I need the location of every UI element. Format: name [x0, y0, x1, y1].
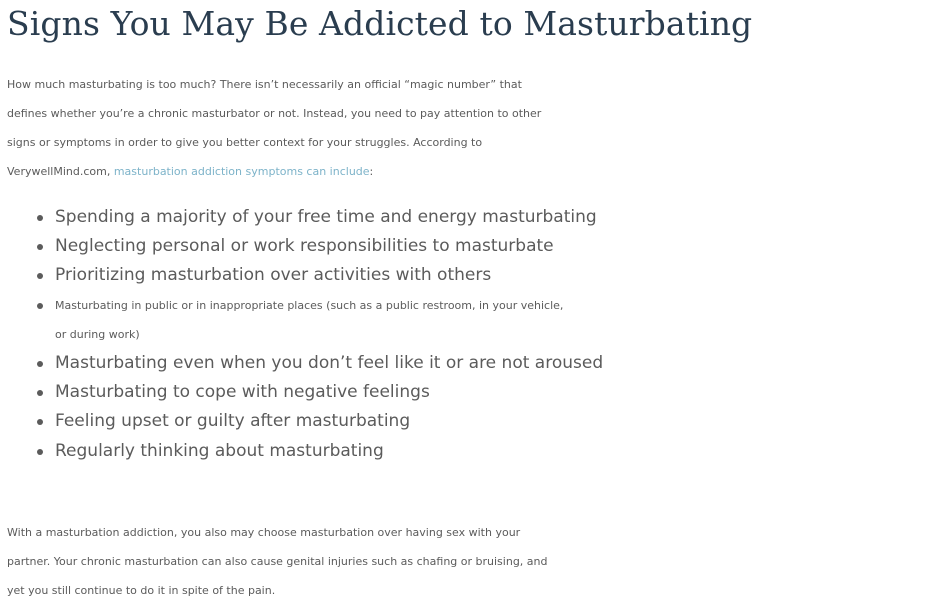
- list-item-text: Masturbating in public or in inappropriate places (such as a public restroom, in your vehicle,: [55, 298, 564, 312]
- bullet-icon: [37, 390, 43, 396]
- list-item: [7, 349, 949, 378]
- closing-line: With a masturbation addiction, you also may choose masturbation over having sex with your: [7, 525, 521, 539]
- list-item-text: Spending a majority of your free time and energy masturbating: [55, 207, 597, 227]
- list-item-text: Feeling upset or guilty after masturbating: [55, 411, 411, 432]
- list-item: [7, 203, 949, 232]
- list-item: [7, 232, 949, 261]
- list-item-text-continuation: or during work): [55, 327, 140, 341]
- list-item-text: Neglecting personal or work responsibilities to masturbate: [55, 236, 554, 257]
- bullet-icon: [37, 361, 43, 367]
- bullet-icon: [37, 449, 43, 455]
- list-item-text: Masturbating even when you don’t feel like it or are not aroused: [55, 353, 604, 374]
- closing-paragraph: [7, 518, 949, 605]
- symptoms-link[interactable]: masturbation addiction symptoms can include: [113, 165, 370, 178]
- intro-line: [7, 157, 949, 186]
- intro-line: signs or symptoms in order to give you better context for your struggles. According to: [7, 136, 483, 149]
- list-item: [7, 407, 949, 436]
- bullet-icon: [37, 215, 43, 221]
- bullet-icon: [37, 419, 43, 425]
- closing-line: partner. Your chronic masturbation can also cause genital injuries such as chafing or bruising, and: [7, 554, 548, 568]
- symptoms-list: [7, 203, 949, 466]
- article: [7, 0, 949, 605]
- list-item: [7, 378, 949, 407]
- intro-line: defines whether you’re a chronic masturbator or not. Instead, you need to pay attention to other: [7, 107, 542, 120]
- bullet-icon: [37, 303, 43, 309]
- intro-line: How much masturbating is too much? There isn’t necessarily an official “magic number” that: [7, 78, 522, 91]
- list-item-text: Regularly thinking about masturbating: [55, 440, 384, 461]
- list-item: [7, 261, 949, 290]
- bullet-icon: [37, 244, 43, 250]
- list-item-text: Masturbating to cope with negative feelings: [55, 382, 430, 403]
- article-heading: Signs You May Be Addicted to Masturbating: [7, 4, 753, 43]
- closing-line: yet you still continue to do it in spite of the pain.: [7, 583, 276, 597]
- intro-source-text: VerywellMind.com,: [7, 165, 114, 178]
- list-item: [7, 437, 949, 466]
- intro-paragraph: [7, 70, 949, 186]
- bullet-icon: [37, 273, 43, 279]
- list-item-text: Prioritizing masturbation over activities with others: [55, 265, 492, 286]
- list-item: [7, 291, 949, 349]
- intro-colon: :: [369, 165, 374, 178]
